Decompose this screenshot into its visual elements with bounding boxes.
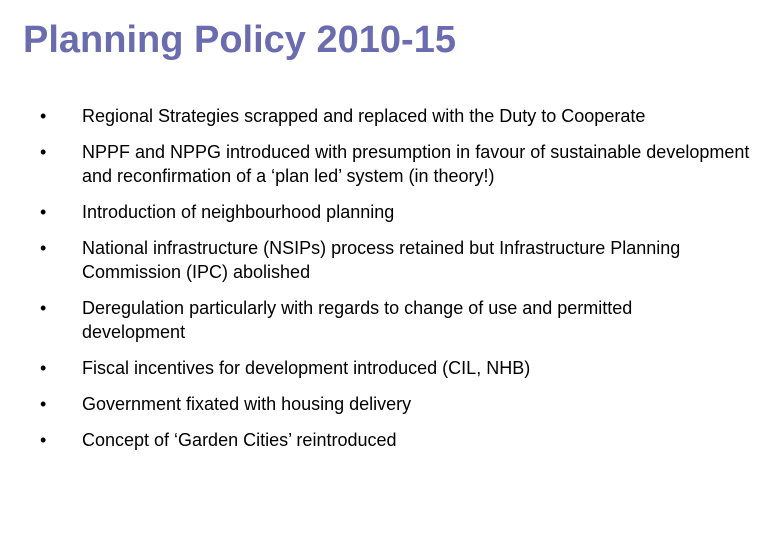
bullet-icon: •	[40, 202, 47, 222]
bullet-icon: •	[40, 394, 47, 414]
bullet-text: Regional Strategies scrapped and replaced with the Duty to Cooperate	[82, 106, 646, 126]
bullet-text: Fiscal incentives for development introduced (CIL, NHB)	[82, 358, 531, 378]
bullet-icon: •	[40, 358, 47, 378]
slide-title: Planning Policy 2010-15	[23, 19, 456, 61]
bullet-icon: •	[40, 430, 47, 450]
bullet-text: National infrastructure (NSIPs) process retained but Infrastructure Planning Commission (IPC) abolished	[82, 238, 681, 282]
bullet-text: Introduction of neighbourhood planning	[82, 202, 395, 222]
bullet-text: Concept of ‘Garden Cities’ reintroduced	[82, 430, 397, 450]
bullet-icon: •	[40, 106, 47, 126]
bullet-icon: •	[40, 238, 47, 258]
bullet-text: Deregulation particularly with regards to change of use and permitted development	[82, 298, 633, 342]
bullet-icon: •	[40, 142, 47, 162]
bullet-text: Government fixated with housing delivery	[82, 394, 412, 414]
bullet-text: NPPF and NPPG introduced with presumption in favour of sustainable development and reconfirmation of a ‘plan led’ system (in theory!)	[82, 142, 750, 186]
bullet-icon: •	[40, 298, 47, 318]
